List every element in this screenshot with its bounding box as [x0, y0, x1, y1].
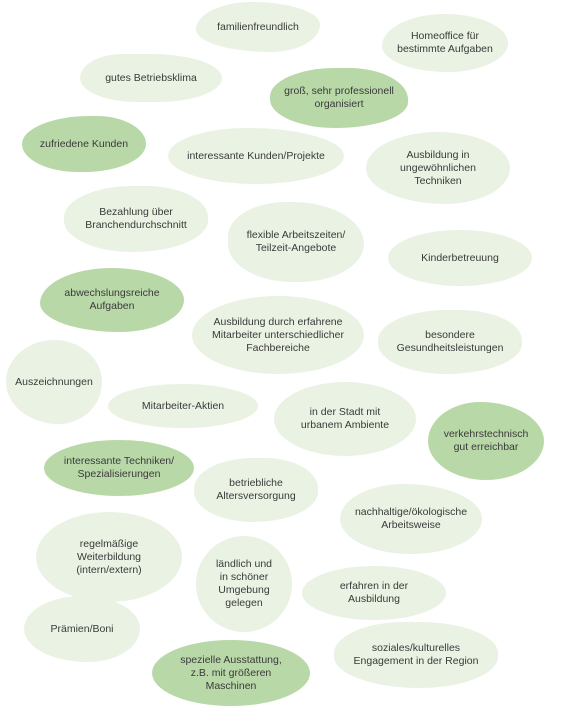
- bubble-homeoffice: Homeoffice für bestimmte Aufgaben: [382, 14, 508, 72]
- bubble-interessante-kunden: interessante Kunden/Projekte: [168, 128, 344, 184]
- bubble-stadt-urban: in der Stadt mit urbanem Ambiente: [274, 382, 416, 456]
- bubble-erfahren-ausbildung: erfahren in der Ausbildung: [302, 566, 446, 620]
- bubble-mitarbeiter-aktien: Mitarbeiter-Aktien: [108, 384, 258, 428]
- bubble-soziales-engagement: soziales/kulturelles Engagement in der Region: [334, 622, 498, 688]
- bubble-weiterbildung: regelmäßige Weiterbildung (intern/extern): [36, 512, 182, 602]
- bubble-bezahlung: Bezahlung über Branchendurchschnitt: [64, 186, 208, 252]
- bubble-verkehrstechnisch: verkehrstechnisch gut erreichbar: [428, 402, 544, 480]
- bubble-gross-professionell: groß, sehr professionell organisiert: [270, 68, 408, 128]
- bubble-interessante-techniken: interessante Techniken/ Spezialisierungen: [44, 440, 194, 496]
- bubble-zufriedene-kunden: zufriedene Kunden: [22, 116, 146, 172]
- bubble-laendlich: ländlich und in schöner Umgebung gelegen: [196, 536, 292, 632]
- bubble-nachhaltig: nachhaltige/ökologische Arbeitsweise: [340, 484, 482, 554]
- bubble-altersversorgung: betriebliche Altersversorgung: [194, 458, 318, 522]
- bubble-kinderbetreuung: Kinderbetreuung: [388, 230, 532, 286]
- bubble-flexible-arbeitszeiten: flexible Arbeitszeiten/ Teilzeit-Angebote: [228, 202, 364, 282]
- bubble-spezielle-ausstattung: spezielle Ausstattung, z.B. mit größeren Maschinen: [152, 640, 310, 706]
- bubble-abwechslungsreich: abwechslungsreiche Aufgaben: [40, 268, 184, 332]
- bubble-praemien: Prämien/Boni: [24, 596, 140, 662]
- bubble-ausbildung-techniken: Ausbildung in ungewöhnlichen Techniken: [366, 132, 510, 204]
- bubble-auszeichnungen: Auszeichnungen: [6, 340, 102, 424]
- bubble-gesundheitsleistungen: besondere Gesundheitsleistungen: [378, 310, 522, 374]
- bubble-familienfreundlich: familienfreundlich: [196, 2, 320, 52]
- bubble-ausbildung-erfahrene: Ausbildung durch erfahrene Mitarbeiter unterschiedlicher Fachbereiche: [192, 296, 364, 374]
- bubble-betriebsklima: gutes Betriebsklima: [80, 54, 222, 102]
